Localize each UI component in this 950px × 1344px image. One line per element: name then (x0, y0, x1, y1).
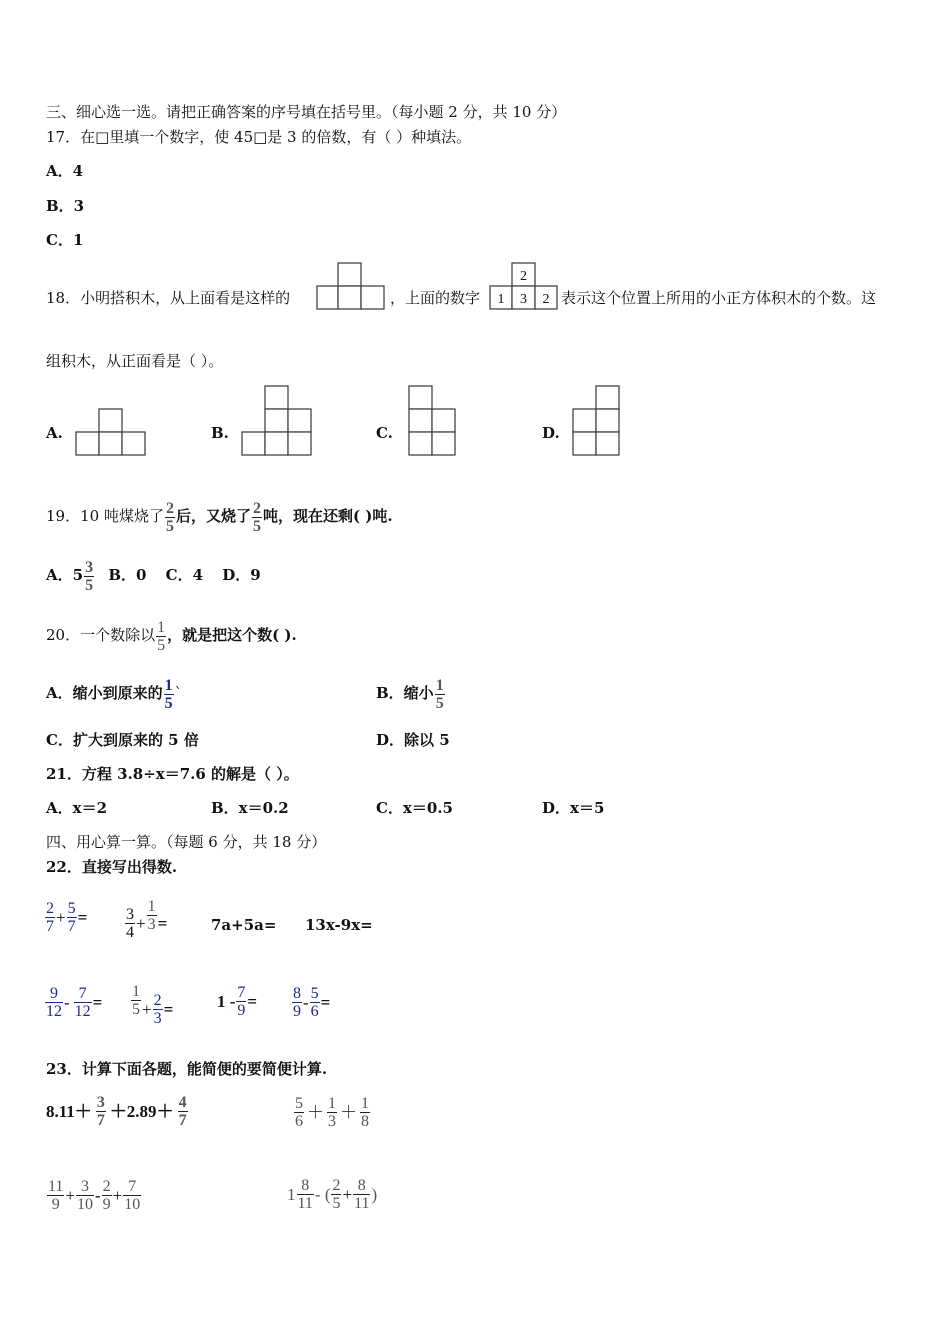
q20-option-d[interactable]: D．除以 5 (376, 731, 450, 749)
q18-text-part3: 表示这个位置上所用的小正方体积木的个数。这 (561, 289, 877, 307)
q20-option-b[interactable]: B．缩小 $\frac{1}{5}$ (376, 676, 444, 712)
q22-title: 22．直接写出得数. (46, 858, 178, 876)
q23-title: 23．计算下面各题，能简便的要简便计算. (46, 1060, 328, 1078)
q18-top-view-figure (316, 262, 386, 310)
q18-number-grid (489, 262, 559, 310)
q20-option-a-fraction: $\frac{1}{5}$ (164, 676, 173, 712)
section4-heading: 四、用心算一算。（每题 6 分，共 18 分） (46, 833, 327, 851)
q21-option-d[interactable]: D．x＝5 (542, 799, 605, 817)
q19-fraction-b: $\frac{2}{5}$ (252, 499, 261, 535)
q18-option-b-figure (241, 385, 313, 458)
q20-part1: 20．一个数除以 (46, 626, 156, 644)
q19-part2: 后，又烧了 (175, 507, 251, 525)
q18-option-c-figure (408, 385, 458, 458)
q23-problem2: $\frac{5}{6}$ ＋ $\frac{1}{3}$ ＋ $\frac{1}{8}$ (295, 1095, 369, 1130)
q21-option-a[interactable]: A．x＝2 (46, 799, 108, 817)
q18-option-c-label[interactable]: C. (376, 424, 393, 442)
grid-number: 2 (520, 269, 527, 284)
q19-part3: 吨，现在还剩( )吨. (262, 507, 393, 525)
q19-option-a[interactable]: A．5 $\frac{3}{5}$ (46, 558, 94, 594)
grid-number: 3 (520, 292, 527, 307)
q22-row1-expr3: 7a+5a= (211, 916, 277, 934)
q18-text-part2: ，上面的数字 (390, 289, 481, 307)
q22-row1-expr1: $\frac{2}{7}$ + $\frac{5}{7}$ = (46, 900, 88, 935)
q22-row2-expr3: 1 - $\frac{7}{9}$ = (217, 984, 258, 1019)
q22-row1-expr2: $\frac{3}{4}$ + $\frac{1}{3}$ = (126, 898, 168, 941)
q23-problem4: 1 $\frac{8}{11}$ - ( $\frac{2}{5}$ + $\frac{8}{11}$ ) (287, 1177, 378, 1212)
q18-text-line2: 组积木，从正面看是（ ）。 (46, 352, 224, 370)
q20-part2: ，就是把这个数( ). (167, 626, 297, 644)
q18-option-a-figure (75, 408, 147, 458)
q22-row2-expr2: $\frac{1}{5}$ + $\frac{2}{3}$ = (132, 983, 174, 1027)
q21-text: 21．方程 3.8÷x＝7.6 的解是（ ）。 (46, 765, 299, 783)
q19-text (46, 498, 393, 535)
grid-number: 2 (542, 292, 550, 307)
q18-option-d-figure (572, 385, 622, 458)
q21-option-b[interactable]: B．x＝0.2 (211, 799, 289, 817)
q18-option-d-label[interactable]: D. (542, 424, 560, 442)
q23-problem3: $\frac{11}{9}$ + $\frac{3}{10}$ - $\frac{2}{9}$ + $\frac{7}{10}$ (48, 1178, 141, 1213)
q17-text: 17．在□里填一个数字，使 45□是 3 的倍数，有（ ）种填法。 (46, 128, 472, 146)
q18-option-b-label[interactable]: B. (211, 424, 229, 442)
section3-heading: 三、细心选一选。请把正确答案的序号填在括号里。（每小题 2 分，共 10 分） (46, 103, 567, 121)
q23-problem1: 8.11＋ $\frac{3}{7}$ ＋2.89＋ $\frac{4}{7}$ (46, 1094, 187, 1129)
q18-option-a-label[interactable]: A. (46, 424, 63, 442)
q19-fraction-a: $\frac{2}{5}$ (165, 499, 174, 535)
q22-row2-expr1: $\frac{9}{12}$ - $\frac{7}{12}$ = (46, 985, 103, 1020)
q20-text (46, 617, 297, 654)
q22-row1-expr4: 13x-9x= (305, 916, 373, 934)
q17-option-c[interactable]: C．1 (46, 231, 84, 249)
q19-option-a-fraction: $\frac{3}{5}$ (85, 558, 94, 594)
q19-option-d[interactable]: D．9 (222, 566, 261, 584)
q19-options (46, 557, 261, 594)
q19-option-c[interactable]: C．4 (165, 566, 204, 584)
q21-option-c[interactable]: C．x＝0.5 (376, 799, 453, 817)
grid-number: 1 (497, 292, 505, 307)
q19-part1: 19．10 吨煤烧了 (46, 507, 164, 525)
q18-text-part1: 18．小明搭积木，从上面看是这样的 (46, 289, 291, 307)
q17-option-a[interactable]: A．4 (46, 162, 84, 180)
q20-option-a[interactable]: A．缩小到原来的 $\frac{1}{5}$ ` (46, 676, 183, 712)
q20-fraction: $\frac{1}{5}$ (157, 618, 166, 654)
q20-option-b-fraction: $\frac{1}{5}$ (435, 676, 444, 712)
q22-row2-expr4: $\frac{8}{9}$ - $\frac{5}{6}$ = (293, 985, 331, 1020)
q17-option-b[interactable]: B．3 (46, 197, 85, 215)
q19-option-b[interactable]: B．0 (108, 566, 147, 584)
q20-option-c[interactable]: C．扩大到原来的 5 倍 (46, 731, 199, 749)
